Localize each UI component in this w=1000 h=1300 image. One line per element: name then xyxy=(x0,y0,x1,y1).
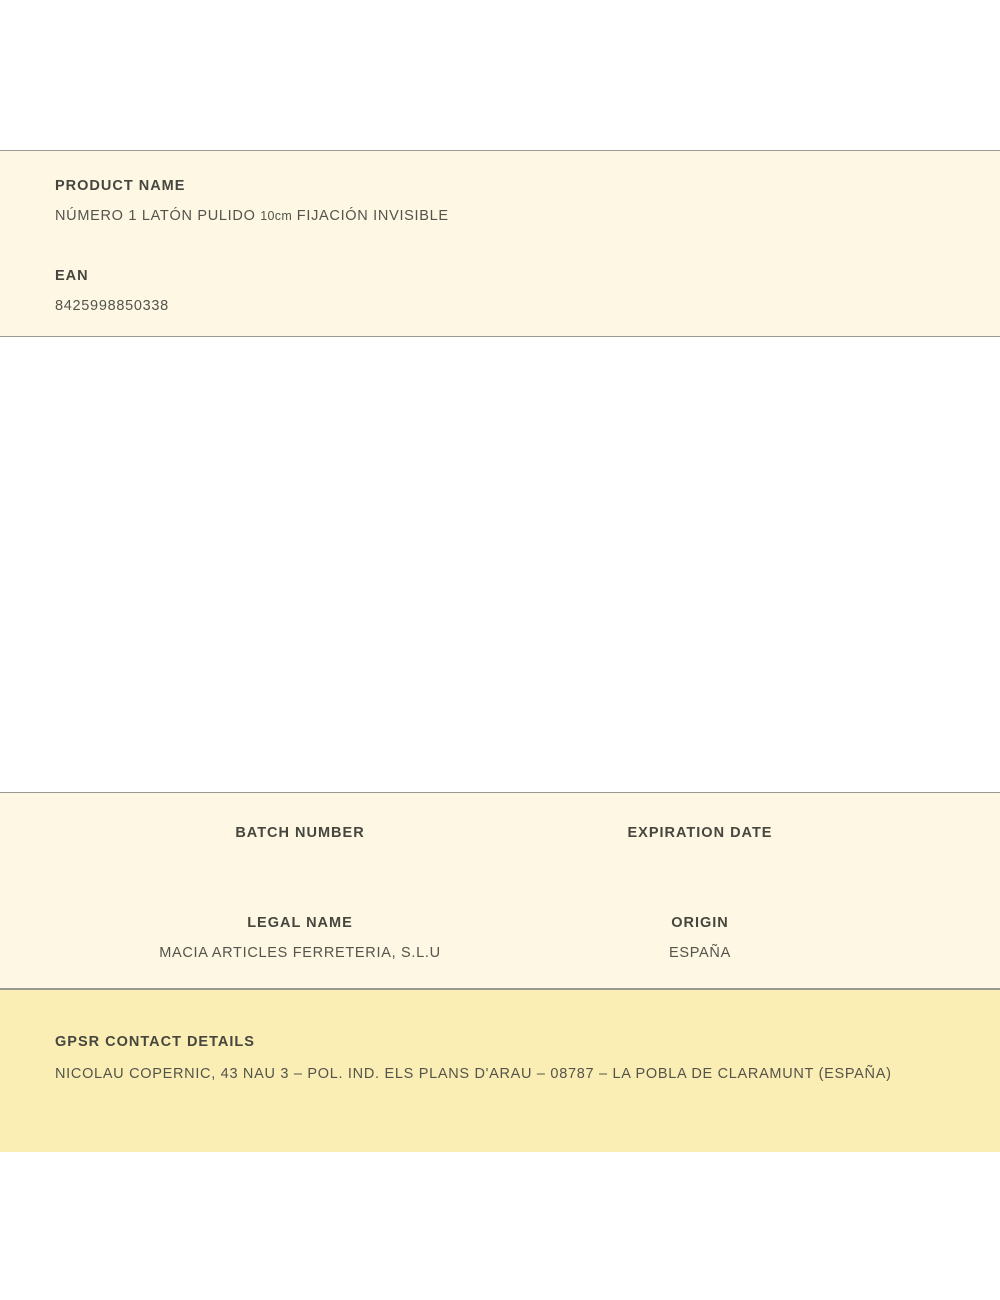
product-name-value xyxy=(55,208,449,224)
ean-value: 8425998850338 xyxy=(55,298,169,314)
ean-label: EAN xyxy=(55,268,89,284)
batch-info-block xyxy=(0,792,1000,989)
gpsr-contact-value: NICOLAU COPERNIC, 43 NAU 3 – POL. IND. ELS PLANS D'ARAU – 08787 – LA POBLA DE CLARAMUNT (ESPAÑA) xyxy=(55,1066,892,1082)
expiration-date-label: EXPIRATION DATE xyxy=(627,825,773,841)
origin-label: ORIGIN xyxy=(671,915,729,931)
product-info-block xyxy=(0,150,1000,337)
gpsr-contact-label: GPSR CONTACT DETAILS xyxy=(55,1034,255,1050)
blank-content-area xyxy=(0,337,1000,792)
product-name-label: PRODUCT NAME xyxy=(55,178,186,194)
legal-name-value: MACIA ARTICLES FERRETERIA, S.L.U xyxy=(159,945,441,961)
product-name-rest: FIJACIÓN INVISIBLE xyxy=(292,208,449,224)
batch-number-label: BATCH NUMBER xyxy=(235,825,365,841)
product-name-unit: 10cm xyxy=(260,209,293,223)
gpsr-contact-block xyxy=(0,989,1000,1152)
product-name-main: NÚMERO 1 LATÓN PULIDO xyxy=(55,208,261,224)
legal-name-label: LEGAL NAME xyxy=(247,915,353,931)
origin-value: ESPAÑA xyxy=(669,945,731,961)
bottom-whitespace xyxy=(0,1152,1000,1300)
